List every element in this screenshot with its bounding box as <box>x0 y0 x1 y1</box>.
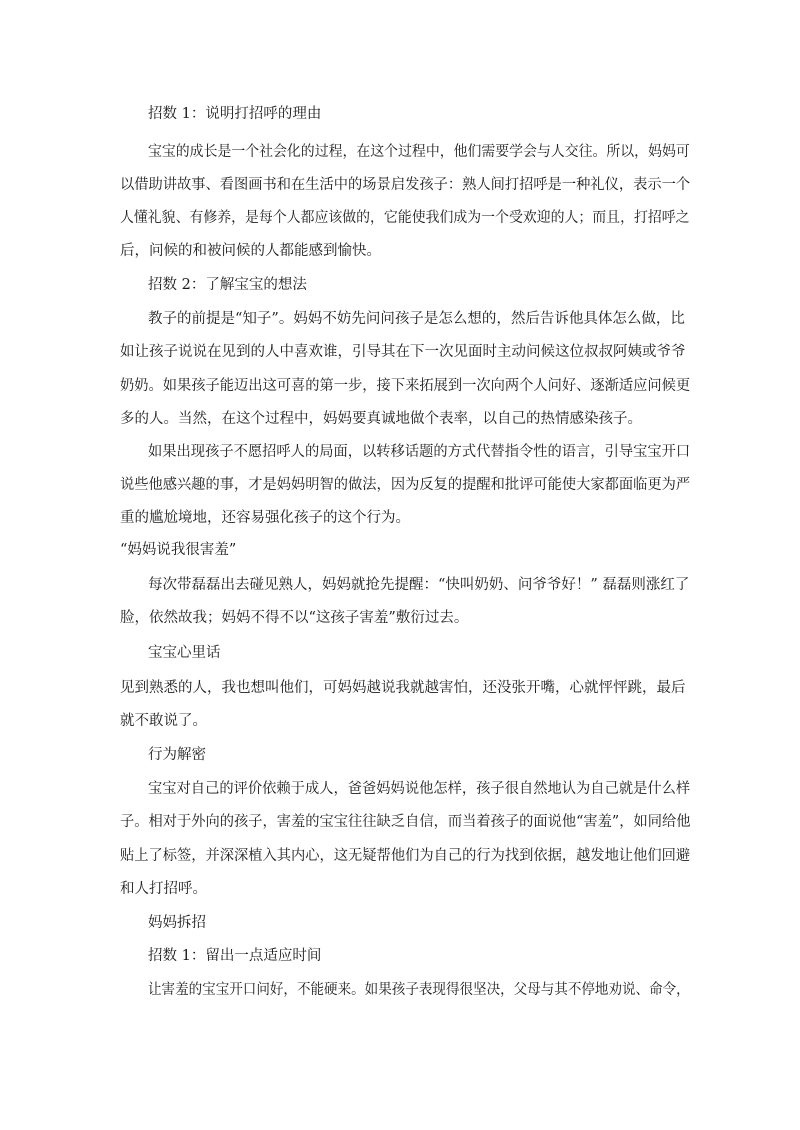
subheading-baby-heart: 宝宝心里话 <box>148 645 221 661</box>
paragraph-line: 以借助讲故事、看图画书和在生活中的场景启发孩子：熟人间打招呼是一种礼仪，表示一个 <box>120 177 691 193</box>
paragraph-line: 每次带磊磊出去碰见熟人，妈妈就抢先提醒：“快叫奶奶、问爷爷好！” 磊磊则涨红了 <box>148 577 690 593</box>
subheading-mom-tips: 妈妈拆招 <box>148 915 206 931</box>
section-title: “妈妈说我很害羞” <box>120 542 237 558</box>
paragraph-line: 教子的前提是“知子”。妈妈不妨先问问孩子是怎么想的，然后告诉他具体怎么做，比 <box>148 311 685 327</box>
paragraph-line: 子。相对于外向的孩子，害羞的宝宝往往缺乏自信，而当着孩子的面说他“害羞”，如同给他 <box>120 814 691 830</box>
paragraph-line: 如果出现孩子不愿招呼人的局面，以转移话题的方式代替指令性的语言，引导宝宝开口 <box>148 444 691 460</box>
subheading-behavior: 行为解密 <box>148 747 206 763</box>
paragraph-line: 宝宝对自己的评价依赖于成人，爸爸妈妈说他怎样，孩子很自然地认为自己就是什么样 <box>148 781 691 797</box>
paragraph-line: 和人打招呼。 <box>120 881 207 897</box>
paragraph-line: 就不敢说了。 <box>120 713 207 729</box>
paragraph-line: 如让孩子说说在见到的人中喜欢谁，引导其在下一次见面时主动问候这位叔叔阿姨或爷爷 <box>120 344 686 360</box>
heading-tip-1: 招数 1：说明打招呼的理由 <box>148 106 322 122</box>
paragraph-line: 人懂礼貌、有修养，是每个人都应该做的，它能使我们成为一个受欢迎的人；而且，打招呼之 <box>120 210 690 226</box>
paragraph-line: 见到熟悉的人，我也想叫他们，可妈妈越说我就越害怕，还没张开嘴，心就怦怦跳，最后 <box>120 680 686 696</box>
paragraph-line: 后，问候的和被问候的人都能感到愉快。 <box>120 243 381 259</box>
paragraph-line: 说些他感兴趣的事，才是妈妈明智的做法，因为反复的提醒和批评可能使大家都面临更为严 <box>120 477 691 493</box>
paragraph-line: 重的尴尬境地，还容易强化孩子的这个行为。 <box>120 510 410 526</box>
heading-tip-2: 招数 2：了解宝宝的想法 <box>148 277 307 293</box>
paragraph-line: 奶奶。如果孩子能迈出这可喜的第一步，接下来拓展到一次向两个人问好、逐渐适应问候更 <box>120 378 691 394</box>
paragraph-line: 让害羞的宝宝开口问好，不能硬来。如果孩子表现得很坚决，父母与其不停地劝说、命令， <box>148 982 690 998</box>
paragraph-line: 宝宝的成长是一个社会化的过程，在这个过程中，他们需要学会与人交往。所以，妈妈可 <box>148 144 690 160</box>
paragraph-line: 多的人。当然，在这个过程中，妈妈要真诚地做个表率，以自己的热情感染孩子。 <box>120 411 642 427</box>
heading-tip-1b: 招数 1：留出一点适应时间 <box>148 948 322 964</box>
paragraph-line: 脸，依然故我；妈妈不得不以“这孩子害羞”敷衍过去。 <box>120 610 469 626</box>
paragraph-line: 贴上了标签，并深深植入其内心，这无疑帮他们为自己的行为找到依据，越发地让他们回避 <box>120 848 691 864</box>
